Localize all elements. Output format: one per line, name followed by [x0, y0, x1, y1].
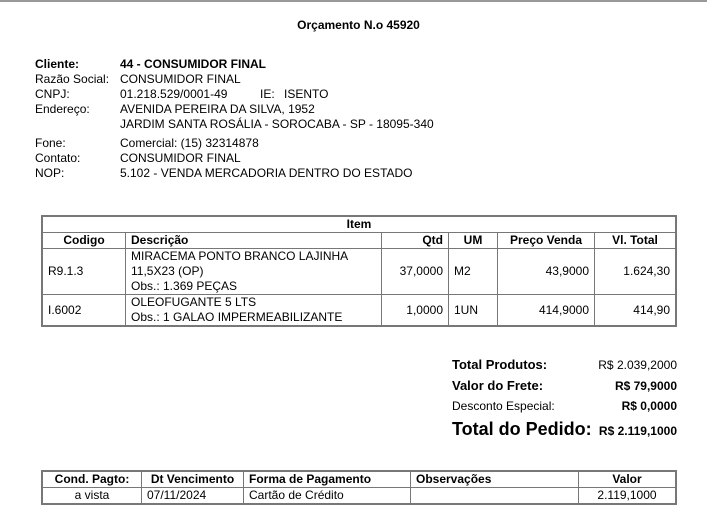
fone-value: Comercial: (15) 32314878	[120, 136, 259, 150]
endereco-row	[35, 102, 434, 117]
payment-header-row	[42, 471, 676, 488]
items-table	[41, 215, 677, 327]
client-value: 44 - CONSUMIDOR FINAL	[120, 57, 267, 71]
client-row	[35, 57, 434, 72]
razao-value: CONSUMIDOR FINAL	[120, 72, 241, 86]
item-price: 414,9000	[498, 295, 595, 327]
item-um: 1UN	[449, 295, 498, 327]
endereco-value-2: JARDIM SANTA ROSÁLIA - SOROCABA - SP - 18095-340	[120, 117, 434, 131]
contato-value: CONSUMIDOR FINAL	[120, 151, 241, 165]
item-qtd: 1,0000	[382, 295, 449, 327]
payment-table	[41, 470, 677, 505]
valor-frete	[452, 378, 677, 393]
ie-label: IE:	[260, 87, 275, 101]
cnpj-value: 01.218.529/0001-49	[120, 87, 228, 101]
col-um: UM	[449, 233, 498, 249]
item-code: I.6002	[42, 295, 126, 327]
total-produtos-value: R$ 2.039,2000	[598, 358, 677, 372]
valor-frete-label: Valor do Frete:	[452, 378, 544, 393]
valor-frete-value: R$ 79,9000	[614, 379, 677, 393]
item-price: 43,9000	[498, 249, 595, 295]
desconto	[452, 399, 677, 413]
document-title: Orçamento N.o 45920	[297, 18, 420, 32]
payment-valor: 2.119,1000	[579, 488, 677, 505]
table-row	[42, 249, 676, 295]
item-desc-line: MIRACEMA PONTO BRANCO LAJINHA	[131, 249, 349, 263]
desconto-label: Desconto Especial:	[452, 399, 555, 413]
payment-vencimento: 07/11/2024	[142, 488, 244, 505]
contato-row	[35, 151, 434, 166]
cnpj-label: CNPJ:	[35, 87, 70, 101]
item-total: 1.624,30	[595, 249, 677, 295]
col-cond-pagto: Cond. Pagto:	[42, 471, 142, 488]
col-valor: Valor	[579, 471, 677, 488]
col-total: Vl. Total	[595, 233, 677, 249]
item-total: 414,90	[595, 295, 677, 327]
item-um: M2	[449, 249, 498, 295]
item-desc-line: 11,5X23 (OP)	[131, 264, 204, 278]
nop-value: 5.102 - VENDA MERCADORIA DENTRO DO ESTADO	[120, 166, 413, 180]
col-preco: Preço Venda	[498, 233, 595, 249]
payment-forma: Cartão de Crédito	[244, 488, 411, 505]
ie-value: ISENTO	[284, 87, 329, 101]
nop-row	[35, 166, 434, 181]
item-code: R9.1.3	[42, 249, 126, 295]
total-pedido-label: Total do Pedido:	[452, 419, 592, 439]
nop-label: NOP:	[35, 166, 65, 180]
desconto-value: R$ 0,0000	[621, 399, 677, 413]
client-label: Cliente:	[35, 57, 80, 71]
total-pedido	[452, 419, 677, 440]
item-obs: Obs.: 1.369 PEÇAS	[131, 279, 238, 293]
endereco-label: Endereço:	[35, 102, 90, 116]
col-dt-vencimento: Dt Vencimento	[142, 471, 244, 488]
table-row	[42, 295, 676, 327]
col-qtd: Qtd	[382, 233, 449, 249]
col-codigo: Codigo	[42, 233, 126, 249]
item-desc	[126, 249, 382, 295]
total-pedido-value: R$ 2.119,1000	[598, 424, 677, 438]
items-caption: Item	[42, 216, 676, 233]
total-produtos	[452, 357, 677, 372]
endereco-value: AVENIDA PEREIRA DA SILVA, 1952	[120, 102, 315, 116]
item-desc-line: OLEOFUGANTE 5 LTS	[131, 295, 257, 309]
item-obs: Obs.: 1 GALAO IMPERMEABILIZANTE	[131, 310, 343, 324]
razao-label: Razão Social:	[35, 72, 110, 86]
razao-row	[35, 72, 434, 87]
items-header-row	[42, 233, 676, 249]
fone-row	[35, 136, 434, 151]
col-forma-pagamento: Forma de Pagamento	[244, 471, 411, 488]
item-qtd: 37,0000	[382, 249, 449, 295]
endereco-label-2	[35, 117, 120, 132]
total-produtos-label: Total Produtos:	[452, 357, 548, 372]
payment-cond: a vista	[42, 488, 142, 505]
col-descricao: Descrição	[126, 233, 382, 249]
endereco-row-2	[35, 117, 434, 132]
item-desc	[126, 295, 382, 327]
client-info	[35, 57, 434, 181]
fone-label: Fone:	[35, 136, 66, 150]
contato-label: Contato:	[35, 151, 81, 165]
col-observacoes: Observações	[411, 471, 579, 488]
payment-obs	[411, 488, 579, 505]
cnpj-row	[35, 87, 434, 102]
table-row	[42, 488, 676, 505]
